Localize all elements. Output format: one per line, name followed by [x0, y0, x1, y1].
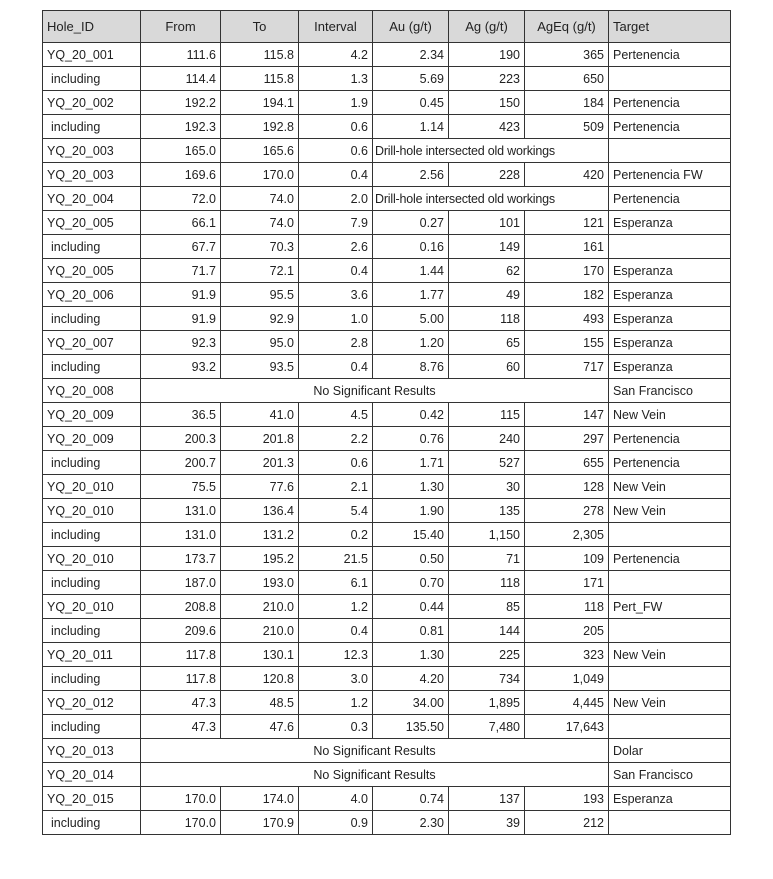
to-cell: 170.0 [221, 163, 299, 187]
interval-cell: 2.8 [299, 331, 373, 355]
au-cell: 2.56 [373, 163, 449, 187]
hole-id-cell: including [43, 451, 141, 475]
table-row [43, 139, 731, 163]
to-cell: 174.0 [221, 787, 299, 811]
au-cell: 2.30 [373, 811, 449, 835]
au-cell: 1.30 [373, 643, 449, 667]
from-cell: 165.0 [141, 139, 221, 163]
table-row [43, 91, 731, 115]
au-cell: 5.00 [373, 307, 449, 331]
hole-id-cell: including [43, 523, 141, 547]
target-cell: Pertenencia [609, 115, 731, 139]
ag-cell: 137 [449, 787, 525, 811]
interval-cell: 4.0 [299, 787, 373, 811]
to-cell: 194.1 [221, 91, 299, 115]
ag-cell: 423 [449, 115, 525, 139]
table-row [43, 643, 731, 667]
no-results-cell: No Significant Results [141, 763, 609, 787]
to-cell: 130.1 [221, 643, 299, 667]
au-cell: 0.70 [373, 571, 449, 595]
target-cell: Pertenencia [609, 547, 731, 571]
target-cell: Esperanza [609, 787, 731, 811]
interval-cell: 0.3 [299, 715, 373, 739]
to-cell: 131.2 [221, 523, 299, 547]
to-cell: 193.0 [221, 571, 299, 595]
no-results-cell: No Significant Results [141, 379, 609, 403]
table-row [43, 691, 731, 715]
interval-cell: 1.0 [299, 307, 373, 331]
to-cell: 170.9 [221, 811, 299, 835]
hole-id-cell: YQ_20_006 [43, 283, 141, 307]
from-cell: 72.0 [141, 187, 221, 211]
table-row [43, 427, 731, 451]
ageq-cell: 205 [525, 619, 609, 643]
au-cell: 4.20 [373, 667, 449, 691]
from-cell: 75.5 [141, 475, 221, 499]
interval-cell: 0.2 [299, 523, 373, 547]
table-row [43, 571, 731, 595]
hole-id-cell: including [43, 811, 141, 835]
interval-cell: 5.4 [299, 499, 373, 523]
table-row [43, 211, 731, 235]
from-cell: 92.3 [141, 331, 221, 355]
target-cell: New Vein [609, 643, 731, 667]
ag-cell: 223 [449, 67, 525, 91]
ag-cell: 62 [449, 259, 525, 283]
target-cell [609, 139, 731, 163]
ag-cell: 7,480 [449, 715, 525, 739]
from-cell: 47.3 [141, 691, 221, 715]
hole-id-cell: YQ_20_005 [43, 211, 141, 235]
to-cell: 201.8 [221, 427, 299, 451]
to-cell: 210.0 [221, 619, 299, 643]
ageq-cell: 182 [525, 283, 609, 307]
interval-cell: 3.0 [299, 667, 373, 691]
ag-cell: 71 [449, 547, 525, 571]
to-cell: 74.0 [221, 187, 299, 211]
table-row [43, 403, 731, 427]
interval-cell: 4.2 [299, 43, 373, 67]
ageq-cell: 278 [525, 499, 609, 523]
ageq-cell: 147 [525, 403, 609, 427]
hole-id-cell: YQ_20_009 [43, 403, 141, 427]
from-cell: 117.8 [141, 667, 221, 691]
target-cell: New Vein [609, 691, 731, 715]
from-cell: 117.8 [141, 643, 221, 667]
to-cell: 93.5 [221, 355, 299, 379]
ag-cell: 1,150 [449, 523, 525, 547]
note-cell: Drill-hole intersected old workings [373, 187, 609, 211]
table-row [43, 763, 731, 787]
ag-cell: 30 [449, 475, 525, 499]
ag-cell: 115 [449, 403, 525, 427]
from-cell: 114.4 [141, 67, 221, 91]
ag-cell: 118 [449, 307, 525, 331]
ag-cell: 1,895 [449, 691, 525, 715]
ageq-cell: 365 [525, 43, 609, 67]
ageq-cell: 493 [525, 307, 609, 331]
ageq-cell: 170 [525, 259, 609, 283]
table-row [43, 475, 731, 499]
au-cell: 8.76 [373, 355, 449, 379]
from-cell: 47.3 [141, 715, 221, 739]
hole-id-cell: YQ_20_008 [43, 379, 141, 403]
target-cell [609, 523, 731, 547]
hole-id-cell: including [43, 619, 141, 643]
to-cell: 115.8 [221, 67, 299, 91]
ageq-cell: 212 [525, 811, 609, 835]
interval-cell: 1.2 [299, 595, 373, 619]
interval-cell: 2.6 [299, 235, 373, 259]
hole-id-cell: YQ_20_003 [43, 139, 141, 163]
to-cell: 47.6 [221, 715, 299, 739]
from-cell: 91.9 [141, 307, 221, 331]
interval-cell: 1.9 [299, 91, 373, 115]
from-cell: 170.0 [141, 811, 221, 835]
au-cell: 1.44 [373, 259, 449, 283]
to-cell: 41.0 [221, 403, 299, 427]
interval-cell: 0.4 [299, 259, 373, 283]
interval-cell: 2.0 [299, 187, 373, 211]
from-cell: 192.3 [141, 115, 221, 139]
to-cell: 195.2 [221, 547, 299, 571]
table-row [43, 715, 731, 739]
au-cell: 1.90 [373, 499, 449, 523]
interval-cell: 3.6 [299, 283, 373, 307]
target-cell: Pertenencia [609, 451, 731, 475]
target-cell [609, 235, 731, 259]
table-row [43, 523, 731, 547]
hole-id-cell: including [43, 115, 141, 139]
au-cell: 0.45 [373, 91, 449, 115]
to-cell: 92.9 [221, 307, 299, 331]
ageq-cell: 184 [525, 91, 609, 115]
ag-cell: 225 [449, 643, 525, 667]
from-cell: 111.6 [141, 43, 221, 67]
hole-id-cell: YQ_20_010 [43, 547, 141, 571]
au-cell: 0.44 [373, 595, 449, 619]
ag-cell: 49 [449, 283, 525, 307]
table-row [43, 451, 731, 475]
au-cell: 15.40 [373, 523, 449, 547]
hole-id-cell: including [43, 667, 141, 691]
target-cell [609, 811, 731, 835]
hole-id-cell: YQ_20_010 [43, 475, 141, 499]
ag-cell: 135 [449, 499, 525, 523]
hole-id-cell: YQ_20_011 [43, 643, 141, 667]
interval-cell: 0.4 [299, 355, 373, 379]
ag-cell: 734 [449, 667, 525, 691]
from-cell: 67.7 [141, 235, 221, 259]
ageq-cell: 118 [525, 595, 609, 619]
interval-cell: 21.5 [299, 547, 373, 571]
ageq-cell: 509 [525, 115, 609, 139]
ag-cell: 228 [449, 163, 525, 187]
hole-id-cell: including [43, 571, 141, 595]
au-cell: 1.30 [373, 475, 449, 499]
target-cell: Dolar [609, 739, 731, 763]
ag-cell: 190 [449, 43, 525, 67]
ageq-cell: 109 [525, 547, 609, 571]
header-target: Target [609, 11, 731, 43]
ageq-cell: 17,643 [525, 715, 609, 739]
au-cell: 0.42 [373, 403, 449, 427]
target-cell: Pertenencia FW [609, 163, 731, 187]
from-cell: 208.8 [141, 595, 221, 619]
target-cell: New Vein [609, 475, 731, 499]
au-cell: 0.74 [373, 787, 449, 811]
hole-id-cell: YQ_20_012 [43, 691, 141, 715]
hole-id-cell: YQ_20_007 [43, 331, 141, 355]
interval-cell: 1.3 [299, 67, 373, 91]
ageq-cell: 161 [525, 235, 609, 259]
target-cell: Esperanza [609, 211, 731, 235]
to-cell: 210.0 [221, 595, 299, 619]
target-cell: Pertenencia [609, 43, 731, 67]
au-cell: 0.76 [373, 427, 449, 451]
interval-cell: 4.5 [299, 403, 373, 427]
table-row [43, 667, 731, 691]
ag-cell: 149 [449, 235, 525, 259]
target-cell: Esperanza [609, 331, 731, 355]
ag-cell: 118 [449, 571, 525, 595]
from-cell: 131.0 [141, 523, 221, 547]
target-cell: Esperanza [609, 355, 731, 379]
to-cell: 74.0 [221, 211, 299, 235]
au-cell: 5.69 [373, 67, 449, 91]
table-row [43, 67, 731, 91]
to-cell: 95.0 [221, 331, 299, 355]
target-cell [609, 571, 731, 595]
drill-results-table [42, 10, 731, 835]
hole-id-cell: including [43, 235, 141, 259]
hole-id-cell: YQ_20_001 [43, 43, 141, 67]
ag-cell: 60 [449, 355, 525, 379]
table-row [43, 115, 731, 139]
hole-id-cell: YQ_20_002 [43, 91, 141, 115]
target-cell: San Francisco [609, 379, 731, 403]
to-cell: 48.5 [221, 691, 299, 715]
table-row [43, 355, 731, 379]
target-cell [609, 67, 731, 91]
hole-id-cell: including [43, 67, 141, 91]
target-cell: San Francisco [609, 763, 731, 787]
header-interval: Interval [299, 11, 373, 43]
to-cell: 192.8 [221, 115, 299, 139]
from-cell: 169.6 [141, 163, 221, 187]
note-cell: Drill-hole intersected old workings [373, 139, 609, 163]
from-cell: 91.9 [141, 283, 221, 307]
target-cell: Pertenencia [609, 187, 731, 211]
target-cell: Esperanza [609, 283, 731, 307]
hole-id-cell: YQ_20_014 [43, 763, 141, 787]
header-ag: Ag (g/t) [449, 11, 525, 43]
ageq-cell: 650 [525, 67, 609, 91]
interval-cell: 0.4 [299, 619, 373, 643]
hole-id-cell: YQ_20_009 [43, 427, 141, 451]
header-from: From [141, 11, 221, 43]
ageq-cell: 2,305 [525, 523, 609, 547]
interval-cell: 12.3 [299, 643, 373, 667]
target-cell: Pertenencia [609, 427, 731, 451]
ageq-cell: 4,445 [525, 691, 609, 715]
target-cell [609, 715, 731, 739]
header-to: To [221, 11, 299, 43]
header-row [43, 11, 731, 43]
to-cell: 70.3 [221, 235, 299, 259]
au-cell: 2.34 [373, 43, 449, 67]
table-row [43, 787, 731, 811]
hole-id-cell: YQ_20_015 [43, 787, 141, 811]
interval-cell: 0.4 [299, 163, 373, 187]
ageq-cell: 420 [525, 163, 609, 187]
au-cell: 135.50 [373, 715, 449, 739]
target-cell: Pertenencia [609, 91, 731, 115]
interval-cell: 6.1 [299, 571, 373, 595]
ageq-cell: 717 [525, 355, 609, 379]
au-cell: 0.81 [373, 619, 449, 643]
hole-id-cell: including [43, 307, 141, 331]
table-row [43, 595, 731, 619]
from-cell: 131.0 [141, 499, 221, 523]
from-cell: 209.6 [141, 619, 221, 643]
target-cell [609, 619, 731, 643]
au-cell: 0.27 [373, 211, 449, 235]
hole-id-cell: including [43, 355, 141, 379]
ageq-cell: 155 [525, 331, 609, 355]
table-row [43, 619, 731, 643]
table-row [43, 739, 731, 763]
ag-cell: 527 [449, 451, 525, 475]
hole-id-cell: YQ_20_010 [43, 595, 141, 619]
ag-cell: 150 [449, 91, 525, 115]
hole-id-cell: YQ_20_005 [43, 259, 141, 283]
table-row [43, 379, 731, 403]
table-row [43, 163, 731, 187]
au-cell: 1.71 [373, 451, 449, 475]
table-row [43, 235, 731, 259]
no-results-cell: No Significant Results [141, 739, 609, 763]
ag-cell: 39 [449, 811, 525, 835]
ag-cell: 101 [449, 211, 525, 235]
from-cell: 200.3 [141, 427, 221, 451]
to-cell: 72.1 [221, 259, 299, 283]
ag-cell: 65 [449, 331, 525, 355]
au-cell: 1.20 [373, 331, 449, 355]
from-cell: 200.7 [141, 451, 221, 475]
from-cell: 187.0 [141, 571, 221, 595]
ageq-cell: 193 [525, 787, 609, 811]
interval-cell: 0.6 [299, 139, 373, 163]
table-row [43, 43, 731, 67]
ageq-cell: 655 [525, 451, 609, 475]
au-cell: 1.14 [373, 115, 449, 139]
ag-cell: 144 [449, 619, 525, 643]
target-cell [609, 667, 731, 691]
target-cell: Pert_FW [609, 595, 731, 619]
from-cell: 173.7 [141, 547, 221, 571]
from-cell: 71.7 [141, 259, 221, 283]
table-row [43, 811, 731, 835]
au-cell: 0.50 [373, 547, 449, 571]
ag-cell: 240 [449, 427, 525, 451]
target-cell: New Vein [609, 403, 731, 427]
target-cell: Esperanza [609, 307, 731, 331]
interval-cell: 2.1 [299, 475, 373, 499]
to-cell: 77.6 [221, 475, 299, 499]
to-cell: 201.3 [221, 451, 299, 475]
to-cell: 115.8 [221, 43, 299, 67]
interval-cell: 0.6 [299, 115, 373, 139]
ageq-cell: 128 [525, 475, 609, 499]
from-cell: 192.2 [141, 91, 221, 115]
target-cell: Esperanza [609, 259, 731, 283]
interval-cell: 7.9 [299, 211, 373, 235]
table-row [43, 331, 731, 355]
table-row [43, 187, 731, 211]
to-cell: 165.6 [221, 139, 299, 163]
from-cell: 36.5 [141, 403, 221, 427]
ageq-cell: 121 [525, 211, 609, 235]
au-cell: 0.16 [373, 235, 449, 259]
to-cell: 95.5 [221, 283, 299, 307]
au-cell: 1.77 [373, 283, 449, 307]
target-cell: New Vein [609, 499, 731, 523]
hole-id-cell: YQ_20_004 [43, 187, 141, 211]
to-cell: 120.8 [221, 667, 299, 691]
to-cell: 136.4 [221, 499, 299, 523]
table-row [43, 283, 731, 307]
table-row [43, 307, 731, 331]
from-cell: 66.1 [141, 211, 221, 235]
interval-cell: 0.6 [299, 451, 373, 475]
interval-cell: 2.2 [299, 427, 373, 451]
hole-id-cell: YQ_20_010 [43, 499, 141, 523]
table-row [43, 547, 731, 571]
header-hole-id: Hole_ID [43, 11, 141, 43]
hole-id-cell: YQ_20_013 [43, 739, 141, 763]
hole-id-cell: including [43, 715, 141, 739]
ag-cell: 85 [449, 595, 525, 619]
interval-cell: 0.9 [299, 811, 373, 835]
header-au: Au (g/t) [373, 11, 449, 43]
header-ageq: AgEq (g/t) [525, 11, 609, 43]
from-cell: 170.0 [141, 787, 221, 811]
ageq-cell: 1,049 [525, 667, 609, 691]
from-cell: 93.2 [141, 355, 221, 379]
ageq-cell: 323 [525, 643, 609, 667]
ageq-cell: 171 [525, 571, 609, 595]
au-cell: 34.00 [373, 691, 449, 715]
table-row [43, 499, 731, 523]
interval-cell: 1.2 [299, 691, 373, 715]
hole-id-cell: YQ_20_003 [43, 163, 141, 187]
ageq-cell: 297 [525, 427, 609, 451]
table-row [43, 259, 731, 283]
